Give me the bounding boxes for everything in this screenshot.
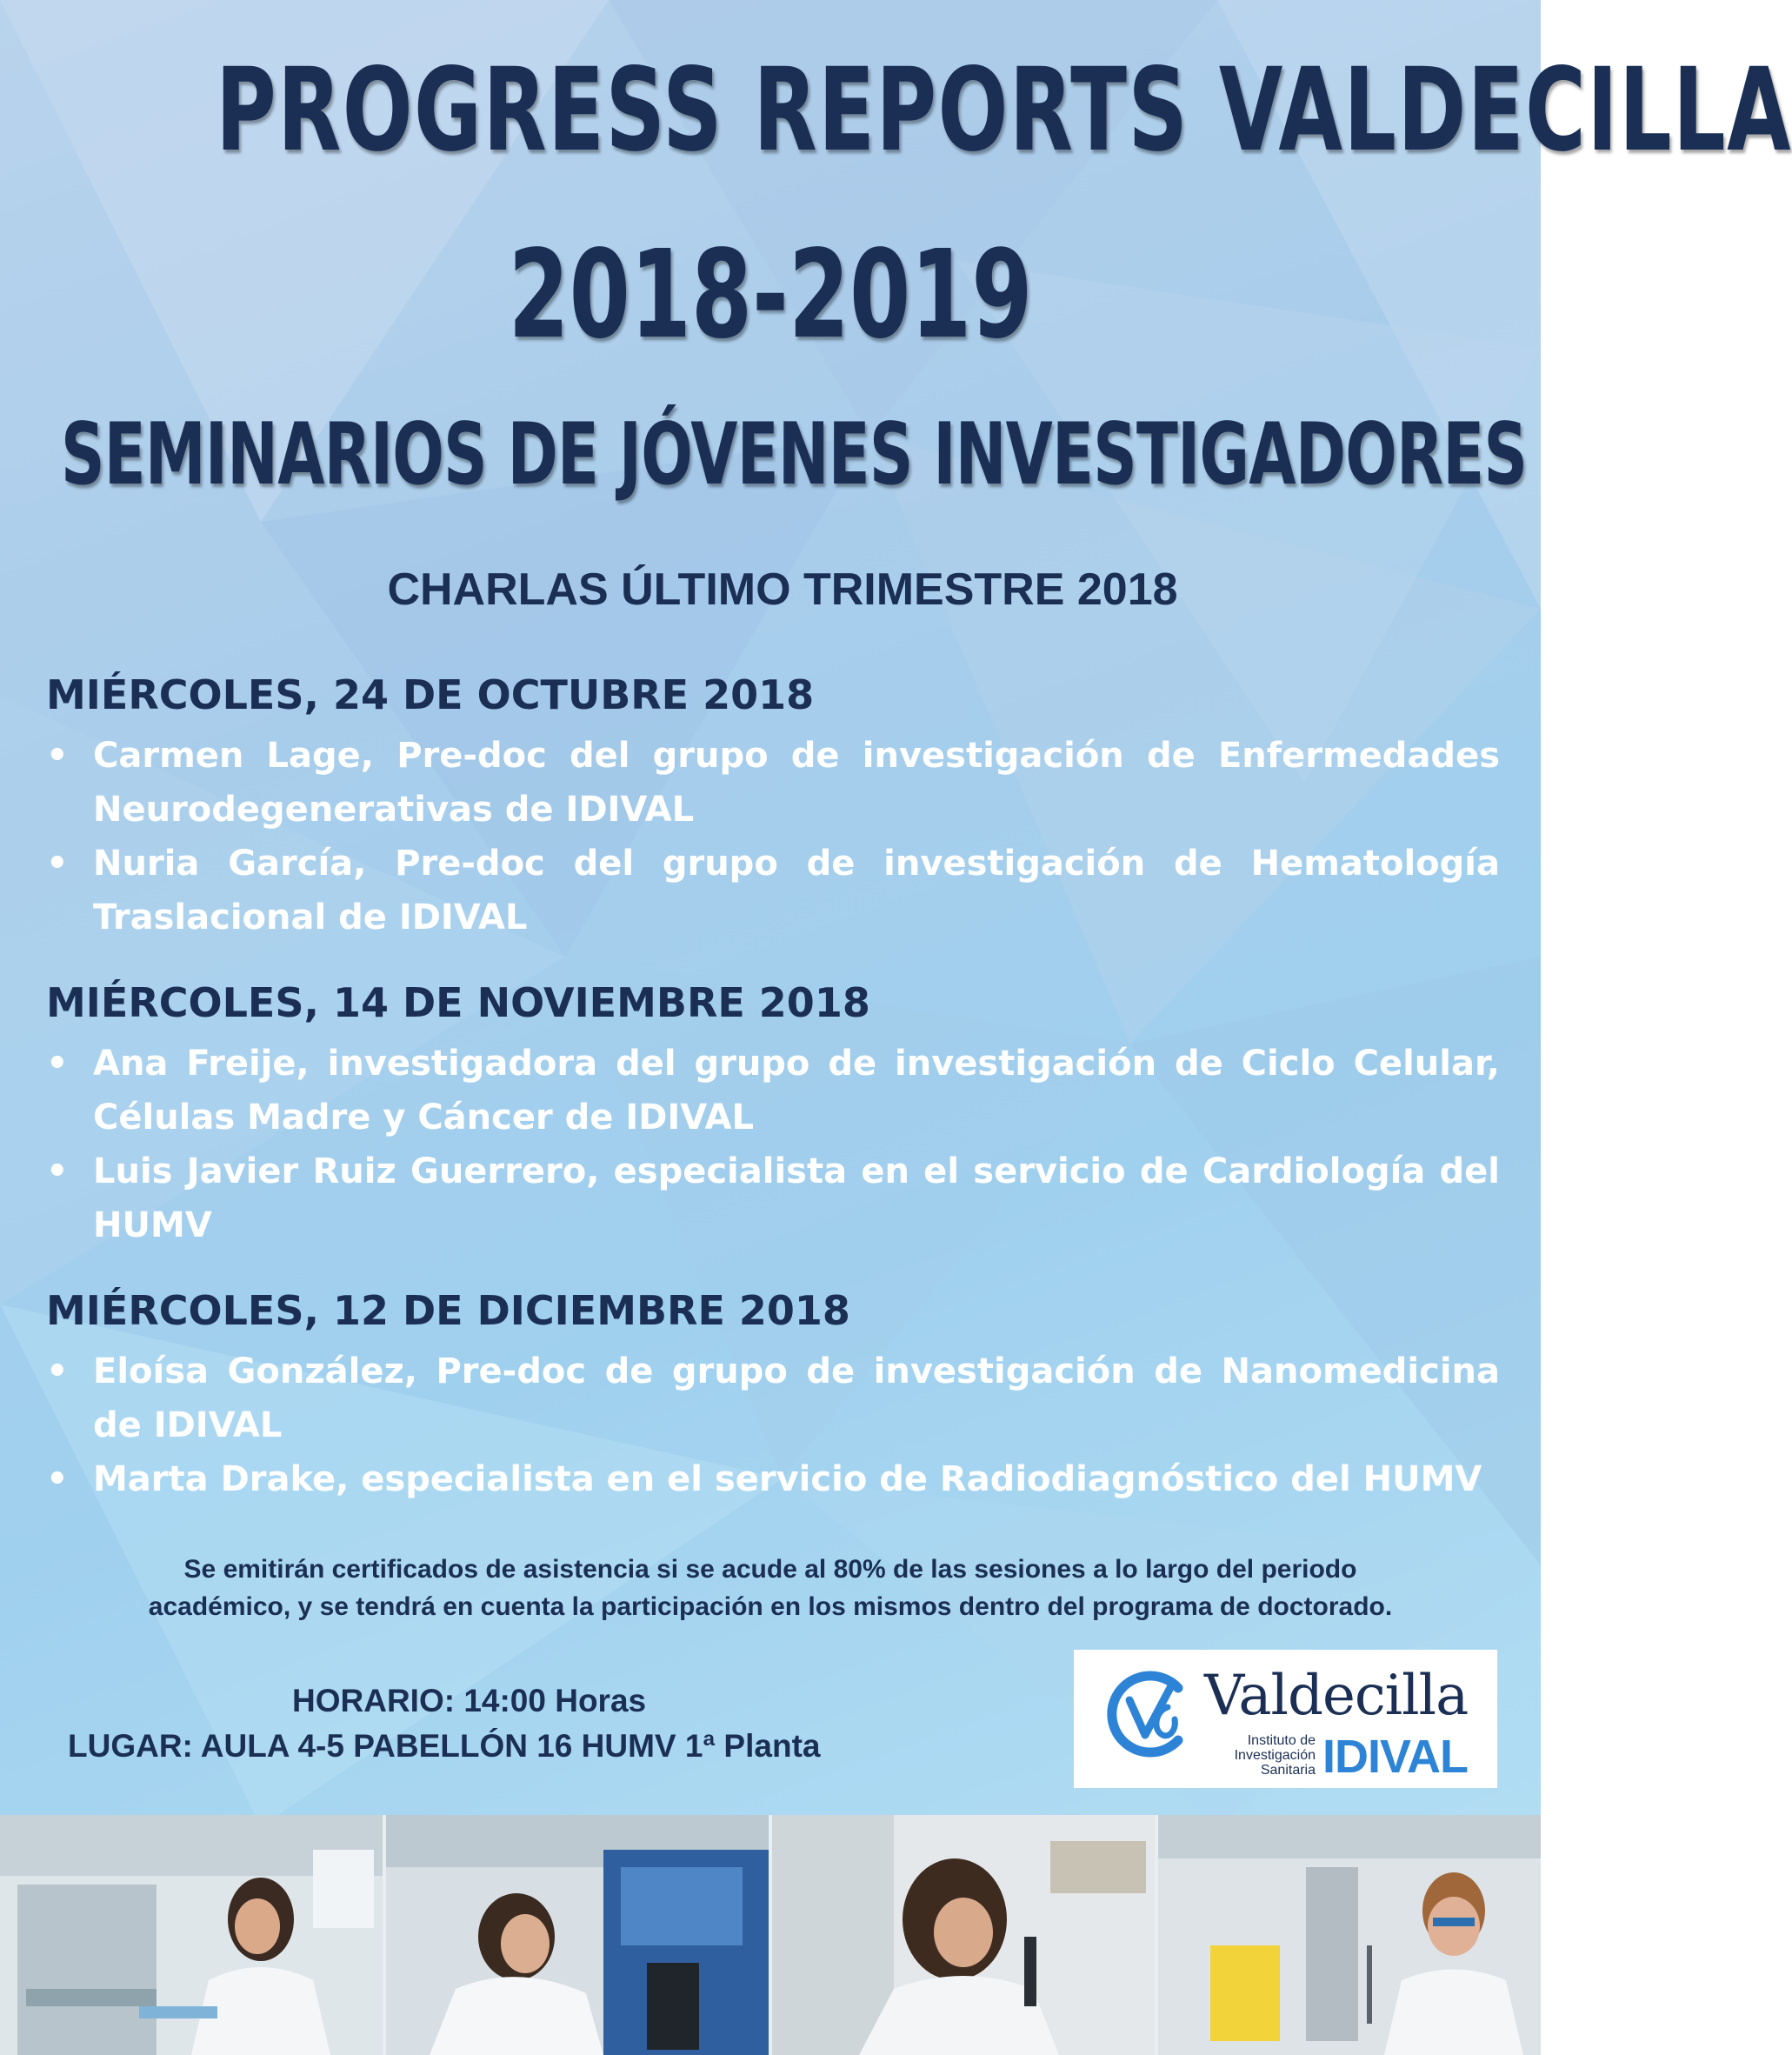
session-date: MIÉRCOLES, 24 DE OCTUBRE 2018 (46, 671, 815, 718)
section-title: CHARLAS ÚLTIMO TRIMESTRE 2018 (387, 564, 1178, 615)
lab-photo (386, 1815, 772, 2055)
certificate-note (35, 1551, 1506, 1625)
note-line: académico, y se tendrá en cuenta la participación en los mismos dentro del programa de doctorado. (148, 1592, 1393, 1621)
lab-photo (772, 1815, 1158, 2055)
talk-item (46, 1452, 1500, 1506)
talk-item (46, 729, 1500, 837)
talk-text: Luis Javier Ruiz Guerrero, especialista en el servicio de Cardiología del HUMV (93, 1151, 1500, 1245)
lab-photo (0, 1815, 386, 2055)
valdecilla-logo (1074, 1650, 1497, 1788)
bullet: • (46, 736, 69, 776)
photo-strip (0, 1815, 1541, 2055)
bullet: • (46, 1151, 69, 1191)
title-line-1: PROGRESS REPORTS VALDECILLA (216, 43, 1792, 177)
bullet: • (46, 1044, 69, 1084)
talk-text: Eloísa González, Pre-doc de grupo de investigación de Nanomedicina de IDIVAL (93, 1351, 1500, 1445)
bullet: • (46, 1459, 69, 1499)
schedule-text: HORARIO: 14:00 Horas (292, 1683, 647, 1718)
logo-sub-line: Instituto de (1247, 1733, 1316, 1748)
talk-item (46, 837, 1500, 944)
session-date: MIÉRCOLES, 12 DE DICIEMBRE 2018 (46, 1287, 850, 1334)
lab-photo (1158, 1815, 1541, 2055)
logo-subtitle (1204, 1733, 1316, 1778)
session-date: MIÉRCOLES, 14 DE NOVIEMBRE 2018 (46, 979, 870, 1026)
talk-text: Carmen Lage, Pre-doc del grupo de investigación de Enfermedades Neurodegenerativas de IDIVAL (93, 736, 1500, 830)
note-line: Se emitirán certificados de asistencia si se acude al 80% de las sesiones a lo largo del periodo (183, 1555, 1357, 1584)
talk-text: Nuria García, Pre-doc del grupo de investigación de Hematología Traslacional de IDIVAL (93, 844, 1500, 937)
talk-item (46, 1344, 1500, 1452)
talk-item (46, 1037, 1500, 1144)
logo-sub-line: Sanitaria (1260, 1763, 1316, 1778)
logo-sub-line: Investigación (1234, 1748, 1316, 1763)
bullet: • (46, 844, 69, 884)
bullet: • (46, 1351, 69, 1391)
talk-text: Ana Freije, investigadora del grupo de investigación de Ciclo Celular, Células Madre y Cáncer de IDIVAL (93, 1044, 1500, 1138)
logo-acronym: IDIVAL (1322, 1731, 1468, 1783)
talk-item (46, 1144, 1500, 1252)
subtitle: SEMINARIOS DE JÓVENES INVESTIGADORES (61, 405, 1528, 504)
talk-text: Marta Drake, especialista en el servicio de Radiodiagnóstico del HUMV (93, 1459, 1482, 1499)
valdecilla-mark-icon (1098, 1665, 1196, 1763)
location-text: LUGAR: AULA 4-5 PABELLÓN 16 HUMV 1ª Planta (68, 1728, 821, 1764)
title-line-2: 2018-2019 (508, 224, 1033, 366)
logo-name: Valdecilla (1204, 1664, 1469, 1728)
